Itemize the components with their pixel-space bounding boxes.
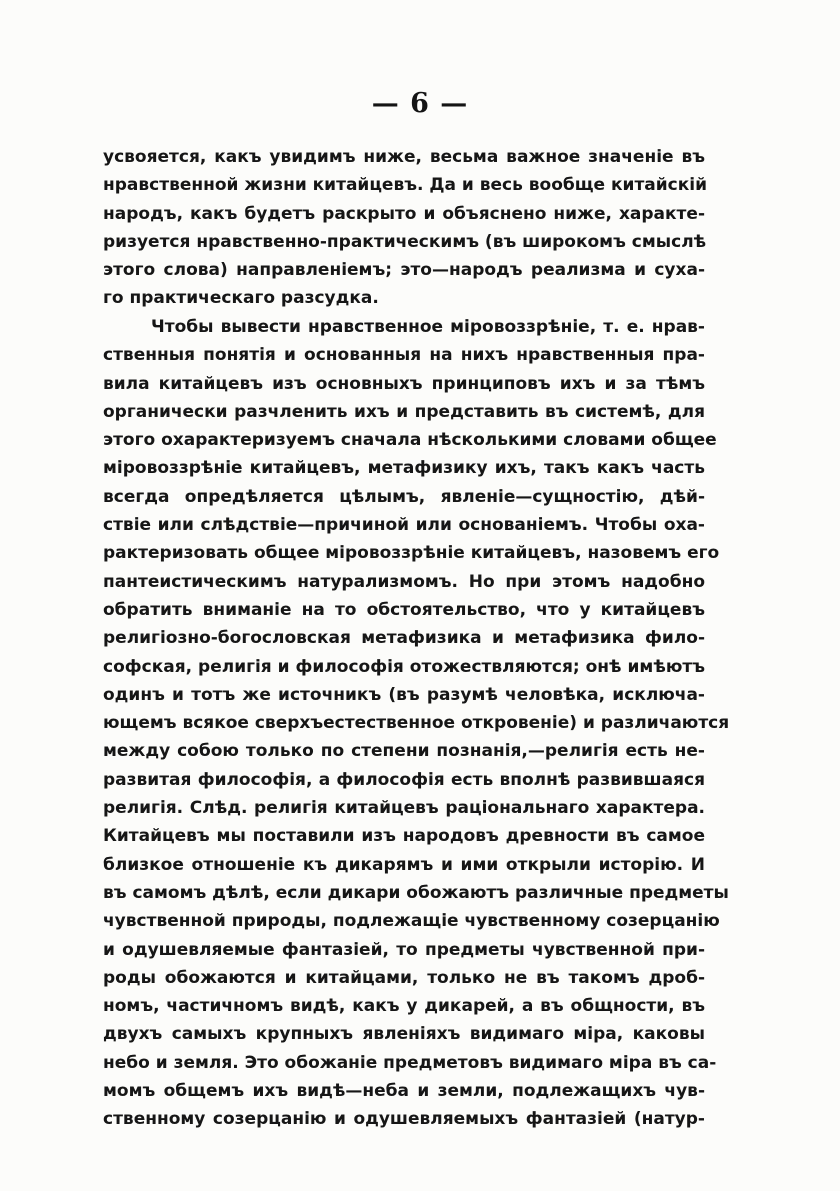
text-line: близкое отношеніе къ дикарямъ и ими открыли исторію. И xyxy=(103,854,705,875)
text-line: рактеризовать общее міровоззрѣніе китайцевъ, назовемъ его xyxy=(103,543,720,564)
text-line: Чтобы вывести нравственное міровоззрѣніе, т. е. нрав- xyxy=(151,317,705,337)
paragraph-1 xyxy=(103,143,708,313)
text-line: этого охарактеризуемъ сначала нѣсколькими словами общее xyxy=(103,430,717,451)
text-line: чувственной природы, подлежащіе чувственному созерцанію xyxy=(103,911,720,932)
text-line: міровоззрѣніе китайцевъ, метафизику ихъ, такъ какъ часть xyxy=(103,458,705,479)
text-line: го практическаго разсудка. xyxy=(103,288,379,309)
paragraph-2 xyxy=(103,313,730,1134)
text-line: народъ, какъ будетъ раскрыто и объяснено ниже, характе- xyxy=(103,203,705,224)
text-line: софская, религія и философія отожествляются; онѣ имѣютъ xyxy=(103,656,705,677)
text-line: между собою только по степени познанія,—религія есть не- xyxy=(103,741,705,762)
text-line: и одушевляемые фантазіей, то предметы чувственной при- xyxy=(103,939,705,960)
text-line: ственныя понятія и основанныя на нихъ нравственныя пра- xyxy=(103,345,705,366)
text-line: момъ общемъ ихъ видѣ—неба и земли, подлежащихъ чув- xyxy=(103,1081,705,1102)
text-line: ственному созерцанію и одушевляемыхъ фантазіей (натур- xyxy=(103,1109,705,1130)
text-line: всегда опредѣляется цѣлымъ, явленіе—сущностію, дѣй- xyxy=(103,486,705,507)
text-line: религія. Слѣд. религія китайцевъ раціональнаго характера. xyxy=(103,798,705,819)
text-line: вила китайцевъ изъ основныхъ принциповъ ихъ и за тѣмъ xyxy=(103,373,705,394)
text-line: въ самомъ дѣлѣ, если дикари обожаютъ различные предметы xyxy=(103,882,729,903)
text-line: органически разчленить ихъ и представить въ системѣ, для xyxy=(103,401,705,422)
text-line: небо и земля. Это обожаніе предметовъ видимаго міра въ са- xyxy=(103,1052,717,1073)
text-line: двухъ самыхъ крупныхъ явленіяхъ видимаго міра, каковы xyxy=(103,1024,705,1045)
text-line: религіозно-богословская метафизика и метафизика фило- xyxy=(103,628,705,649)
text-line: пантеистическимъ натурализмомъ. Но при этомъ надобно xyxy=(103,571,705,592)
text-line: ризуется нравственно-практическимъ (въ широкомъ смыслѣ xyxy=(103,231,707,252)
text-line: этого слова) направленіемъ; это—народъ реализма и суха- xyxy=(103,260,705,281)
text-line: Китайцевъ мы поставили изъ народовъ древности въ самое xyxy=(103,826,705,847)
text-line: нравственной жизни китайцевъ. Да и весь вообще китайскій xyxy=(103,175,708,196)
text-line: обратить вниманіе на то обстоятельство, что у китайцевъ xyxy=(103,599,705,620)
text-line: развитая философія, а философія есть вполнѣ развившаяся xyxy=(103,769,705,790)
page-number: — 6 — xyxy=(371,88,469,119)
text-line: одинъ и тотъ же источникъ (въ разумѣ человѣка, исключа- xyxy=(103,684,705,705)
text-line: ствіе или слѣдствіе—причиной или основаніемъ. Чтобы оха- xyxy=(103,515,705,536)
text-line: роды обожаются и китайцами, только не въ такомъ дроб- xyxy=(103,967,705,988)
text-line: ющемъ всякое сверхъестественное откровеніе) и различаются xyxy=(103,713,730,734)
text-line: усвояется, какъ увидимъ ниже, весьма важное значеніе въ xyxy=(103,147,705,167)
text-line: номъ, частичномъ видѣ, какъ у дикарей, а въ общности, въ xyxy=(103,996,705,1017)
